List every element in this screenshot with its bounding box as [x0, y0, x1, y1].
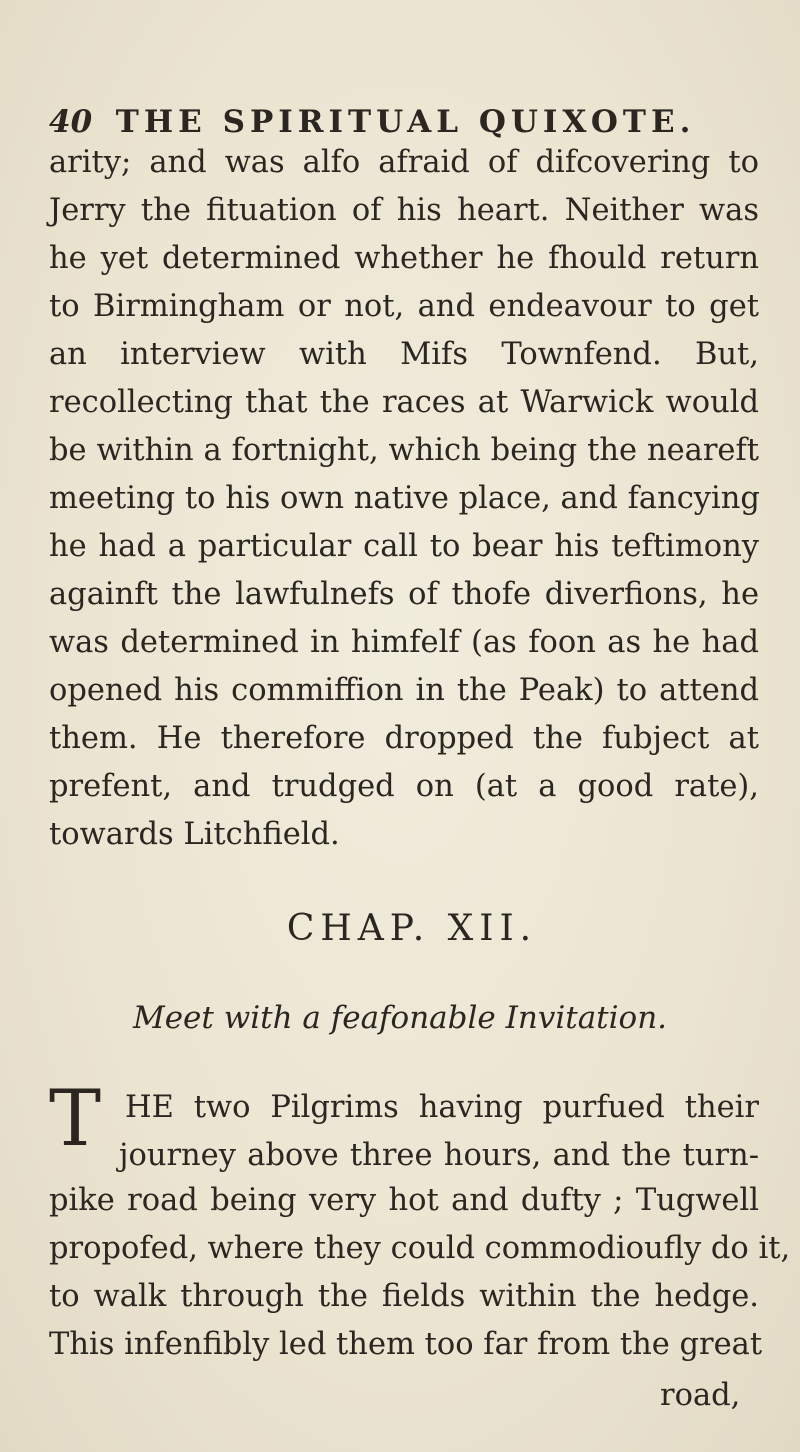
text-line: he yet determined whether he fhould return: [49, 241, 759, 276]
text-line: an interview with Mifs Townfend. But,: [49, 337, 759, 372]
running-header: [49, 104, 769, 140]
text-line: recollecting that the races at Warwick would: [49, 385, 759, 420]
text-line: to Birmingham or not, and endeavour to get: [49, 289, 759, 324]
text-line: to walk through the fields within the hedge.: [49, 1279, 759, 1314]
page-number: 40: [49, 104, 93, 140]
text-line: pike road being very hot and dufty ; Tugwell: [49, 1183, 759, 1218]
chapter-title: Meet with a feafonable Invitation.: [132, 1000, 668, 1036]
text-line: arity; and was alfo afraid of difcovering to: [49, 145, 759, 180]
text-line: towards Litchfield.: [49, 817, 340, 852]
text-line: HE two Pilgrims having purfued their: [125, 1090, 759, 1125]
text-line: prefent, and trudged on (at a good rate),: [49, 769, 759, 804]
text-line: opened his commiffion in the Peak) to attend: [49, 673, 759, 708]
text-line: meeting to his own native place, and fancying: [49, 481, 760, 516]
chapter-heading: CHAP. XII.: [286, 908, 538, 949]
text-line: Jerry the fituation of his heart. Neither was: [49, 193, 759, 228]
text-line: he had a particular call to bear his teftimony: [49, 529, 759, 564]
text-line: againft the lawfulnefs of thofe diverfions, he: [49, 577, 759, 612]
catchword: road,: [660, 1378, 741, 1413]
text-line: propofed, where they could commodioufly do it,: [49, 1231, 791, 1266]
text-line: This infenfibly led them too far from the great: [49, 1327, 763, 1362]
text-line: be within a fortnight, which being the neareft: [49, 433, 759, 468]
running-title: THE SPIRITUAL QUIXOTE.: [115, 104, 696, 140]
drop-capital: T: [49, 1074, 102, 1164]
text-line: them. He therefore dropped the fubject at: [49, 721, 759, 756]
text-line: journey above three hours, and the turn-: [119, 1138, 759, 1173]
text-line: was determined in himfelf (as foon as he had: [49, 625, 759, 660]
